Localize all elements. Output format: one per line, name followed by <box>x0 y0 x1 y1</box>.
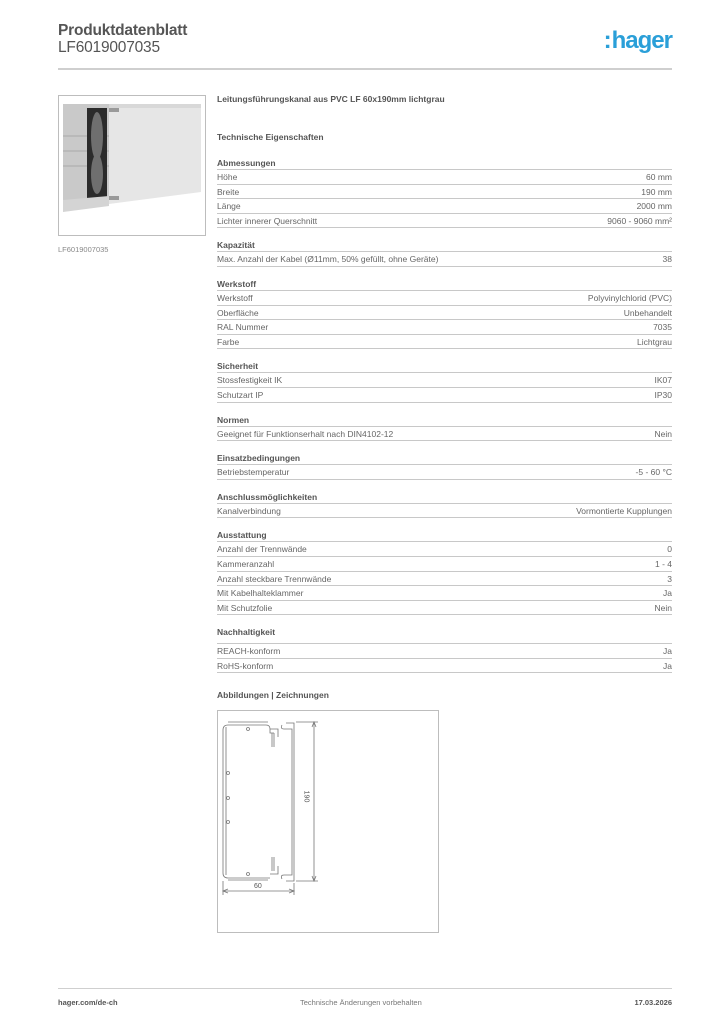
document-title: Produktdatenblatt <box>58 22 188 39</box>
spec-value: Ja <box>663 660 672 671</box>
spec-row <box>217 504 672 519</box>
spec-row <box>217 170 672 185</box>
spec-value: Ja <box>663 588 672 599</box>
article-number: LF6019007035 <box>58 39 160 56</box>
specs-heading: Technische Eigenschaften <box>217 132 324 142</box>
spec-value: 7035 <box>653 322 672 333</box>
spec-row <box>217 586 672 601</box>
spec-group-einsatzbedingungen <box>217 452 672 480</box>
logo-colon: : <box>603 27 612 54</box>
spec-label: Kammeranzahl <box>217 558 275 569</box>
spec-row <box>217 427 672 442</box>
group-title: Sicherheit <box>217 360 672 373</box>
spec-row <box>217 659 672 674</box>
spec-value: Nein <box>654 428 672 439</box>
spec-value: Ja <box>663 646 672 657</box>
group-title: Abmessungen <box>217 157 672 170</box>
spec-row <box>217 335 672 350</box>
spec-label: RoHS-konform <box>217 660 274 671</box>
spec-label: Mit Schutzfolie <box>217 602 273 613</box>
spec-group-ausstattung <box>217 529 672 615</box>
spec-label: Geeignet für Funktionserhalt nach DIN4102-12 <box>217 428 394 439</box>
spec-label: REACH-konform <box>217 646 281 657</box>
cable-duct-photo-icon <box>59 96 206 236</box>
footer-divider <box>58 988 672 989</box>
header-divider <box>58 68 672 70</box>
logo-text: hager <box>611 27 672 54</box>
spec-label: Betriebstemperatur <box>217 467 290 478</box>
spec-value: -5 - 60 °C <box>635 467 672 478</box>
spec-label: Länge <box>217 201 241 212</box>
spec-row <box>217 252 672 267</box>
spec-label: Höhe <box>217 172 238 182</box>
spec-value: Vormontierte Kupplungen <box>576 505 672 516</box>
spec-label: Kanalverbindung <box>217 505 281 516</box>
spec-value: 60 mm <box>646 172 672 182</box>
spec-value: 2000 mm <box>636 201 672 212</box>
spec-row <box>217 199 672 214</box>
spec-value: IK07 <box>654 375 672 386</box>
spec-row <box>217 373 672 388</box>
spec-value: 9060 - 9060 mm² <box>607 215 672 226</box>
spec-group-abmessungen <box>217 157 672 228</box>
spec-value: 190 mm <box>641 186 672 197</box>
footer-date: 17.03.2026 <box>634 998 672 1007</box>
dimension-width-label: 60 <box>254 883 262 890</box>
spec-group-normen <box>217 414 672 442</box>
spec-label: Breite <box>217 186 240 197</box>
spec-label: Stossfestigkeit IK <box>217 375 283 386</box>
spec-group-anschlussmoeglichkeiten <box>217 491 672 519</box>
dimension-height-label: 190 <box>302 790 310 803</box>
spec-label: Anzahl steckbare Trennwände <box>217 573 332 584</box>
technical-drawing <box>217 710 439 933</box>
group-title: Normen <box>217 414 672 427</box>
spec-value: IP30 <box>654 389 672 400</box>
spec-value: Polyvinylchlorid (PVC) <box>587 292 672 303</box>
spec-label: Oberfläche <box>217 307 259 318</box>
spec-value: Unbehandelt <box>623 307 672 318</box>
spec-row <box>217 465 672 480</box>
spec-label: Mit Kabelhalteklammer <box>217 588 304 599</box>
group-title: Anschlussmöglichkeiten <box>217 491 672 504</box>
product-description: Leitungsführungskanal aus PVC LF 60x190mm lichtgrau <box>217 94 445 104</box>
spec-group-sicherheit <box>217 360 672 402</box>
spec-label: Farbe <box>217 336 240 347</box>
spec-label: Werkstoff <box>217 292 253 303</box>
spec-row <box>217 320 672 335</box>
footer-notice: Technische Änderungen vorbehalten <box>300 998 422 1007</box>
spec-row <box>217 542 672 557</box>
spec-value: 38 <box>662 254 672 265</box>
group-title: Ausstattung <box>217 529 672 542</box>
spec-row <box>217 185 672 200</box>
spec-value: 1 - 4 <box>654 558 672 569</box>
spec-value: Lichtgrau <box>637 336 672 347</box>
spec-group-werkstoff <box>217 278 672 349</box>
spec-row <box>217 291 672 306</box>
spec-row <box>217 306 672 321</box>
spec-label: Schutzart IP <box>217 389 264 400</box>
group-title: Werkstoff <box>217 278 672 291</box>
spec-row <box>217 557 672 572</box>
footer-website-link[interactable]: hager.com/de-ch <box>58 998 118 1007</box>
page-header <box>58 22 672 66</box>
spec-label: RAL Nummer <box>217 322 269 333</box>
spec-group-nachhaltigkeit <box>217 626 672 673</box>
spec-row <box>217 388 672 403</box>
cross-section-drawing-icon <box>218 711 440 934</box>
spec-row <box>217 214 672 229</box>
spec-value: Nein <box>654 602 672 613</box>
spec-label: Lichter innerer Querschnitt <box>217 215 318 226</box>
spec-label: Anzahl der Trennwände <box>217 544 307 555</box>
spec-row <box>217 601 672 616</box>
spec-value: 0 <box>667 544 672 555</box>
hager-logo[interactable] <box>604 27 672 55</box>
drawings-title: Abbildungen | Zeichnungen <box>217 690 329 700</box>
spec-label: Max. Anzahl der Kabel (Ø11mm, 50% gefüllt, ohne Geräte) <box>217 254 439 265</box>
spec-content <box>217 94 672 684</box>
group-title: Einsatzbedingungen <box>217 452 672 465</box>
spec-group-kapazitaet <box>217 239 672 267</box>
spec-row <box>217 572 672 587</box>
group-title: Kapazität <box>217 239 672 252</box>
product-image <box>58 95 206 236</box>
product-image-caption: LF6019007035 <box>58 245 109 254</box>
spec-row <box>217 644 672 659</box>
group-title: Nachhaltigkeit <box>217 626 672 644</box>
spec-value: 3 <box>667 573 672 584</box>
